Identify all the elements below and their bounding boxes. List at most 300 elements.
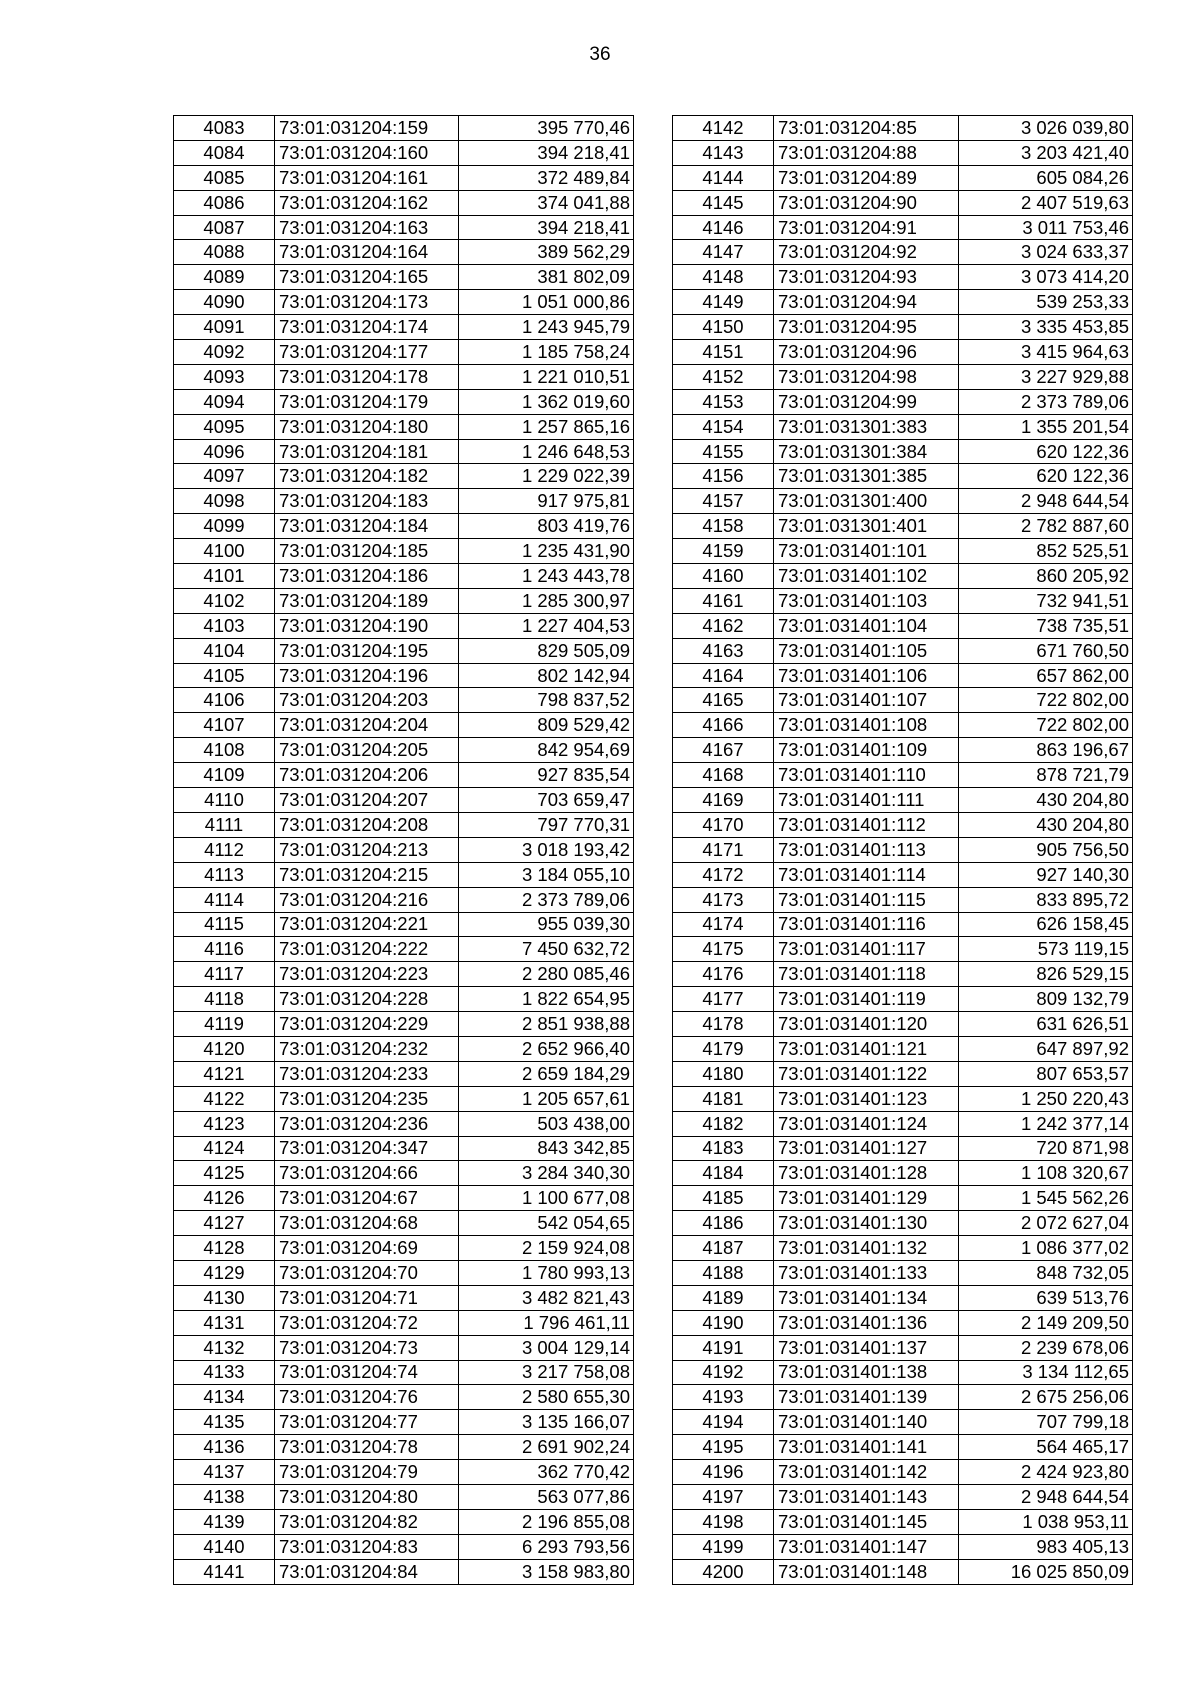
value-cell: 657 862,00 — [959, 663, 1133, 688]
value-cell: 1 100 677,08 — [459, 1186, 634, 1211]
cadastral-number-cell: 73:01:031204:213 — [275, 837, 459, 862]
cadastral-number-cell: 73:01:031204:82 — [275, 1509, 459, 1534]
cadastral-number-cell: 73:01:031204:67 — [275, 1186, 459, 1211]
cadastral-number-cell: 73:01:031301:401 — [774, 514, 959, 539]
table-row — [174, 862, 634, 887]
cadastral-number-cell: 73:01:031401:127 — [774, 1136, 959, 1161]
value-cell: 389 562,29 — [459, 240, 634, 265]
cadastral-number-cell: 73:01:031401:136 — [774, 1310, 959, 1335]
cadastral-number-cell: 73:01:031204:96 — [774, 340, 959, 365]
value-cell: 3 203 421,40 — [959, 140, 1133, 165]
row-number-cell: 4174 — [673, 912, 774, 937]
table-row — [174, 613, 634, 638]
cadastral-number-cell: 73:01:031204:66 — [275, 1161, 459, 1186]
value-cell: 1 780 993,13 — [459, 1260, 634, 1285]
table-row — [673, 140, 1133, 165]
table-row — [673, 1484, 1133, 1509]
row-number-cell: 4131 — [174, 1310, 275, 1335]
value-cell: 927 140,30 — [959, 862, 1133, 887]
cadastral-number-cell: 73:01:031204:68 — [275, 1211, 459, 1236]
cadastral-number-cell: 73:01:031401:133 — [774, 1260, 959, 1285]
value-cell: 807 653,57 — [959, 1061, 1133, 1086]
value-cell: 394 218,41 — [459, 215, 634, 240]
row-number-cell: 4170 — [673, 812, 774, 837]
row-number-cell: 4137 — [174, 1460, 275, 1485]
value-cell: 2 159 924,08 — [459, 1236, 634, 1261]
cadastral-number-cell: 73:01:031204:185 — [275, 539, 459, 564]
cadastral-number-cell: 73:01:031401:107 — [774, 688, 959, 713]
cadastral-number-cell: 73:01:031204:181 — [275, 439, 459, 464]
cadastral-number-cell: 73:01:031401:129 — [774, 1186, 959, 1211]
row-number-cell: 4145 — [673, 190, 774, 215]
row-number-cell: 4178 — [673, 1012, 774, 1037]
row-number-cell: 4159 — [673, 539, 774, 564]
table-row — [673, 1036, 1133, 1061]
row-number-cell: 4120 — [174, 1036, 275, 1061]
cadastral-number-cell: 73:01:031204:72 — [275, 1310, 459, 1335]
value-cell: 860 205,92 — [959, 564, 1133, 589]
value-cell: 3 011 753,46 — [959, 215, 1133, 240]
table-row — [673, 1111, 1133, 1136]
table-row — [174, 912, 634, 937]
value-cell: 16 025 850,09 — [959, 1559, 1133, 1584]
table-row — [174, 937, 634, 962]
value-cell: 3 004 129,14 — [459, 1335, 634, 1360]
cadastral-number-cell: 73:01:031204:183 — [275, 489, 459, 514]
cadastral-number-cell: 73:01:031204:164 — [275, 240, 459, 265]
table-row — [673, 414, 1133, 439]
value-cell: 2 149 209,50 — [959, 1310, 1133, 1335]
value-cell: 605 084,26 — [959, 165, 1133, 190]
row-number-cell: 4168 — [673, 763, 774, 788]
row-number-cell: 4098 — [174, 489, 275, 514]
value-cell: 2 851 938,88 — [459, 1012, 634, 1037]
table-row — [673, 862, 1133, 887]
table-row — [673, 389, 1133, 414]
table-row — [174, 265, 634, 290]
cadastral-number-cell: 73:01:031204:99 — [774, 389, 959, 414]
row-number-cell: 4172 — [673, 862, 774, 887]
value-cell: 503 438,00 — [459, 1111, 634, 1136]
cadastral-number-cell: 73:01:031204:207 — [275, 788, 459, 813]
cadastral-number-cell: 73:01:031401:134 — [774, 1285, 959, 1310]
row-number-cell: 4147 — [673, 240, 774, 265]
row-number-cell: 4142 — [673, 116, 774, 141]
row-number-cell: 4091 — [174, 315, 275, 340]
cadastral-number-cell: 73:01:031401:124 — [774, 1111, 959, 1136]
value-cell: 639 513,76 — [959, 1285, 1133, 1310]
table-row — [673, 788, 1133, 813]
value-cell: 3 026 039,80 — [959, 116, 1133, 141]
value-cell: 2 072 627,04 — [959, 1211, 1133, 1236]
row-number-cell: 4165 — [673, 688, 774, 713]
table-row — [174, 290, 634, 315]
value-cell: 374 041,88 — [459, 190, 634, 215]
table-row — [673, 1460, 1133, 1485]
cadastral-number-cell: 73:01:031204:85 — [774, 116, 959, 141]
table-row — [673, 1534, 1133, 1559]
cadastral-number-cell: 73:01:031204:74 — [275, 1360, 459, 1385]
table-row — [673, 315, 1133, 340]
cadastral-number-cell: 73:01:031204:70 — [275, 1260, 459, 1285]
cadastral-number-cell: 73:01:031204:186 — [275, 564, 459, 589]
value-cell: 955 039,30 — [459, 912, 634, 937]
cadastral-number-cell: 73:01:031204:162 — [275, 190, 459, 215]
row-number-cell: 4200 — [673, 1559, 774, 1584]
table-row — [673, 240, 1133, 265]
value-cell: 2 239 678,06 — [959, 1335, 1133, 1360]
value-cell: 542 054,65 — [459, 1211, 634, 1236]
row-number-cell: 4105 — [174, 663, 275, 688]
row-number-cell: 4196 — [673, 1460, 774, 1485]
row-number-cell: 4179 — [673, 1036, 774, 1061]
table-row — [673, 364, 1133, 389]
value-cell: 848 732,05 — [959, 1260, 1133, 1285]
table-row — [673, 1061, 1133, 1086]
row-number-cell: 4169 — [673, 788, 774, 813]
table-row — [673, 1360, 1133, 1385]
table-row — [673, 1211, 1133, 1236]
cadastral-number-cell: 73:01:031204:69 — [275, 1236, 459, 1261]
value-cell: 3 158 983,80 — [459, 1559, 634, 1584]
cadastral-number-cell: 73:01:031401:141 — [774, 1435, 959, 1460]
cadastral-number-cell: 73:01:031204:73 — [275, 1335, 459, 1360]
row-number-cell: 4101 — [174, 564, 275, 589]
value-cell: 852 525,51 — [959, 539, 1133, 564]
value-cell: 395 770,46 — [459, 116, 634, 141]
cadastral-number-cell: 73:01:031204:90 — [774, 190, 959, 215]
table-row — [673, 763, 1133, 788]
value-cell: 1 285 300,97 — [459, 588, 634, 613]
table-row — [673, 887, 1133, 912]
cadastral-number-cell: 73:01:031401:140 — [774, 1410, 959, 1435]
value-cell: 1 205 657,61 — [459, 1086, 634, 1111]
value-cell: 2 373 789,06 — [459, 887, 634, 912]
value-cell: 563 077,86 — [459, 1484, 634, 1509]
cadastral-number-cell: 73:01:031204:159 — [275, 116, 459, 141]
cadastral-number-cell: 73:01:031401:147 — [774, 1534, 959, 1559]
row-number-cell: 4197 — [673, 1484, 774, 1509]
row-number-cell: 4083 — [174, 116, 275, 141]
row-number-cell: 4130 — [174, 1285, 275, 1310]
table-row — [174, 1161, 634, 1186]
cadastral-number-cell: 73:01:031204:83 — [275, 1534, 459, 1559]
value-cell: 722 802,00 — [959, 688, 1133, 713]
table-row — [174, 887, 634, 912]
row-number-cell: 4125 — [174, 1161, 275, 1186]
cadastral-number-cell: 73:01:031401:103 — [774, 588, 959, 613]
table-row — [673, 514, 1133, 539]
value-cell: 394 218,41 — [459, 140, 634, 165]
table-row — [174, 489, 634, 514]
row-number-cell: 4095 — [174, 414, 275, 439]
row-number-cell: 4139 — [174, 1509, 275, 1534]
value-cell: 6 293 793,56 — [459, 1534, 634, 1559]
table-row — [174, 539, 634, 564]
table-row — [673, 1559, 1133, 1584]
value-cell: 1 038 953,11 — [959, 1509, 1133, 1534]
cadastral-number-cell: 73:01:031204:79 — [275, 1460, 459, 1485]
table-row — [174, 190, 634, 215]
row-number-cell: 4180 — [673, 1061, 774, 1086]
row-number-cell: 4135 — [174, 1410, 275, 1435]
cadastral-number-cell: 73:01:031204:179 — [275, 389, 459, 414]
value-cell: 3 415 964,63 — [959, 340, 1133, 365]
table-row — [673, 1509, 1133, 1534]
table-row — [673, 663, 1133, 688]
cadastral-table-right — [672, 115, 1133, 1585]
value-cell: 2 782 887,60 — [959, 514, 1133, 539]
row-number-cell: 4110 — [174, 788, 275, 813]
table-row — [174, 1186, 634, 1211]
cadastral-number-cell: 73:01:031204:165 — [275, 265, 459, 290]
table-row — [673, 1410, 1133, 1435]
cadastral-number-cell: 73:01:031204:223 — [275, 962, 459, 987]
cadastral-number-cell: 73:01:031204:177 — [275, 340, 459, 365]
row-number-cell: 4092 — [174, 340, 275, 365]
table-row — [174, 165, 634, 190]
cadastral-number-cell: 73:01:031301:383 — [774, 414, 959, 439]
cadastral-number-cell: 73:01:031401:139 — [774, 1385, 959, 1410]
cadastral-number-cell: 73:01:031301:385 — [774, 464, 959, 489]
value-cell: 3 134 112,65 — [959, 1360, 1133, 1385]
row-number-cell: 4149 — [673, 290, 774, 315]
cadastral-number-cell: 73:01:031401:115 — [774, 887, 959, 912]
row-number-cell: 4195 — [673, 1435, 774, 1460]
row-number-cell: 4157 — [673, 489, 774, 514]
value-cell: 372 489,84 — [459, 165, 634, 190]
table-row — [174, 1310, 634, 1335]
cadastral-number-cell: 73:01:031204:195 — [275, 638, 459, 663]
cadastral-number-cell: 73:01:031204:236 — [275, 1111, 459, 1136]
row-number-cell: 4104 — [174, 638, 275, 663]
value-cell: 1 796 461,11 — [459, 1310, 634, 1335]
row-number-cell: 4189 — [673, 1285, 774, 1310]
row-number-cell: 4155 — [673, 439, 774, 464]
row-number-cell: 4126 — [174, 1186, 275, 1211]
value-cell: 2 691 902,24 — [459, 1435, 634, 1460]
cadastral-number-cell: 73:01:031204:93 — [774, 265, 959, 290]
table-row — [174, 215, 634, 240]
table-row — [174, 1410, 634, 1435]
row-number-cell: 4138 — [174, 1484, 275, 1509]
cadastral-number-cell: 73:01:031204:160 — [275, 140, 459, 165]
table-row — [174, 414, 634, 439]
value-cell: 7 450 632,72 — [459, 937, 634, 962]
table-row — [174, 364, 634, 389]
cadastral-number-cell: 73:01:031401:138 — [774, 1360, 959, 1385]
table-row — [673, 1285, 1133, 1310]
cadastral-number-cell: 73:01:031401:119 — [774, 987, 959, 1012]
cadastral-number-cell: 73:01:031204:190 — [275, 613, 459, 638]
row-number-cell: 4185 — [673, 1186, 774, 1211]
value-cell: 809 529,42 — [459, 713, 634, 738]
row-number-cell: 4167 — [673, 738, 774, 763]
table-row — [673, 489, 1133, 514]
value-cell: 381 802,09 — [459, 265, 634, 290]
value-cell: 732 941,51 — [959, 588, 1133, 613]
cadastral-number-cell: 73:01:031401:123 — [774, 1086, 959, 1111]
table-row — [673, 539, 1133, 564]
row-number-cell: 4199 — [673, 1534, 774, 1559]
row-number-cell: 4176 — [673, 962, 774, 987]
table-row — [174, 738, 634, 763]
cadastral-number-cell: 73:01:031204:180 — [275, 414, 459, 439]
row-number-cell: 4107 — [174, 713, 275, 738]
value-cell: 1 250 220,43 — [959, 1086, 1133, 1111]
row-number-cell: 4090 — [174, 290, 275, 315]
value-cell: 362 770,42 — [459, 1460, 634, 1485]
cadastral-number-cell: 73:01:031204:235 — [275, 1086, 459, 1111]
cadastral-number-cell: 73:01:031401:132 — [774, 1236, 959, 1261]
row-number-cell: 4184 — [673, 1161, 774, 1186]
cadastral-number-cell: 73:01:031204:84 — [275, 1559, 459, 1584]
value-cell: 983 405,13 — [959, 1534, 1133, 1559]
value-cell: 3 018 193,42 — [459, 837, 634, 862]
cadastral-number-cell: 73:01:031204:91 — [774, 215, 959, 240]
value-cell: 2 373 789,06 — [959, 389, 1133, 414]
table-row — [673, 1161, 1133, 1186]
cadastral-number-cell: 73:01:031204:233 — [275, 1061, 459, 1086]
table-row — [673, 837, 1133, 862]
table-row — [174, 962, 634, 987]
row-number-cell: 4122 — [174, 1086, 275, 1111]
row-number-cell: 4144 — [673, 165, 774, 190]
cadastral-number-cell: 73:01:031204:174 — [275, 315, 459, 340]
value-cell: 626 158,45 — [959, 912, 1133, 937]
table-row — [174, 1211, 634, 1236]
table-row — [673, 713, 1133, 738]
cadastral-number-cell: 73:01:031401:122 — [774, 1061, 959, 1086]
value-cell: 1 545 562,26 — [959, 1186, 1133, 1211]
value-cell: 2 280 085,46 — [459, 962, 634, 987]
table-row — [174, 713, 634, 738]
value-cell: 573 119,15 — [959, 937, 1133, 962]
table-row — [174, 1036, 634, 1061]
table-row — [174, 588, 634, 613]
row-number-cell: 4154 — [673, 414, 774, 439]
table-row — [174, 315, 634, 340]
table-row — [174, 688, 634, 713]
table-row — [174, 1285, 634, 1310]
table-row — [673, 215, 1133, 240]
row-number-cell: 4118 — [174, 987, 275, 1012]
row-number-cell: 4186 — [673, 1211, 774, 1236]
row-number-cell: 4127 — [174, 1211, 275, 1236]
row-number-cell: 4103 — [174, 613, 275, 638]
table-row — [673, 962, 1133, 987]
cadastral-number-cell: 73:01:031401:110 — [774, 763, 959, 788]
value-cell: 1 227 404,53 — [459, 613, 634, 638]
table-row — [174, 1260, 634, 1285]
cadastral-number-cell: 73:01:031301:384 — [774, 439, 959, 464]
value-cell: 703 659,47 — [459, 788, 634, 813]
row-number-cell: 4099 — [174, 514, 275, 539]
row-number-cell: 4109 — [174, 763, 275, 788]
row-number-cell: 4160 — [673, 564, 774, 589]
value-cell: 3 227 929,88 — [959, 364, 1133, 389]
cadastral-number-cell: 73:01:031401:143 — [774, 1484, 959, 1509]
value-cell: 564 465,17 — [959, 1435, 1133, 1460]
table-row — [673, 165, 1133, 190]
row-number-cell: 4097 — [174, 464, 275, 489]
table-row — [673, 116, 1133, 141]
table-row — [174, 837, 634, 862]
cadastral-number-cell: 73:01:031401:105 — [774, 638, 959, 663]
table-row — [174, 1509, 634, 1534]
row-number-cell: 4084 — [174, 140, 275, 165]
cadastral-number-cell: 73:01:031204:347 — [275, 1136, 459, 1161]
row-number-cell: 4116 — [174, 937, 275, 962]
row-number-cell: 4128 — [174, 1236, 275, 1261]
table-row — [174, 1484, 634, 1509]
row-number-cell: 4086 — [174, 190, 275, 215]
table-row — [673, 439, 1133, 464]
table-row — [174, 1136, 634, 1161]
value-cell: 620 122,36 — [959, 439, 1133, 464]
value-cell: 3 482 821,43 — [459, 1285, 634, 1310]
cadastral-number-cell: 73:01:031401:121 — [774, 1036, 959, 1061]
value-cell: 3 135 166,07 — [459, 1410, 634, 1435]
value-cell: 671 760,50 — [959, 638, 1133, 663]
row-number-cell: 4100 — [174, 539, 275, 564]
value-cell: 738 735,51 — [959, 613, 1133, 638]
value-cell: 833 895,72 — [959, 887, 1133, 912]
table-row — [174, 140, 634, 165]
value-cell: 927 835,54 — [459, 763, 634, 788]
table-row — [174, 1086, 634, 1111]
row-number-cell: 4156 — [673, 464, 774, 489]
cadastral-number-cell: 73:01:031204:94 — [774, 290, 959, 315]
row-number-cell: 4188 — [673, 1260, 774, 1285]
value-cell: 798 837,52 — [459, 688, 634, 713]
row-number-cell: 4119 — [174, 1012, 275, 1037]
cadastral-number-cell: 73:01:031204:161 — [275, 165, 459, 190]
row-number-cell: 4190 — [673, 1310, 774, 1335]
value-cell: 1 229 022,39 — [459, 464, 634, 489]
row-number-cell: 4102 — [174, 588, 275, 613]
value-cell: 631 626,51 — [959, 1012, 1133, 1037]
table-row — [673, 340, 1133, 365]
cadastral-number-cell: 73:01:031204:228 — [275, 987, 459, 1012]
value-cell: 1 822 654,95 — [459, 987, 634, 1012]
table-row — [673, 1136, 1133, 1161]
value-cell: 1 257 865,16 — [459, 414, 634, 439]
table-row — [174, 116, 634, 141]
cadastral-number-cell: 73:01:031204:92 — [774, 240, 959, 265]
table-row — [673, 190, 1133, 215]
row-number-cell: 4191 — [673, 1335, 774, 1360]
row-number-cell: 4182 — [673, 1111, 774, 1136]
table-row — [174, 340, 634, 365]
table-row — [174, 987, 634, 1012]
row-number-cell: 4198 — [673, 1509, 774, 1534]
row-number-cell: 4171 — [673, 837, 774, 862]
value-cell: 842 954,69 — [459, 738, 634, 763]
cadastral-number-cell: 73:01:031204:184 — [275, 514, 459, 539]
row-number-cell: 4113 — [174, 862, 275, 887]
table-row — [174, 240, 634, 265]
row-number-cell: 4096 — [174, 439, 275, 464]
row-number-cell: 4134 — [174, 1385, 275, 1410]
table-row — [673, 1012, 1133, 1037]
value-cell: 829 505,09 — [459, 638, 634, 663]
cadastral-number-cell: 73:01:031204:163 — [275, 215, 459, 240]
table-row — [673, 1186, 1133, 1211]
value-cell: 620 122,36 — [959, 464, 1133, 489]
table-row — [673, 1335, 1133, 1360]
value-cell: 2 659 184,29 — [459, 1061, 634, 1086]
